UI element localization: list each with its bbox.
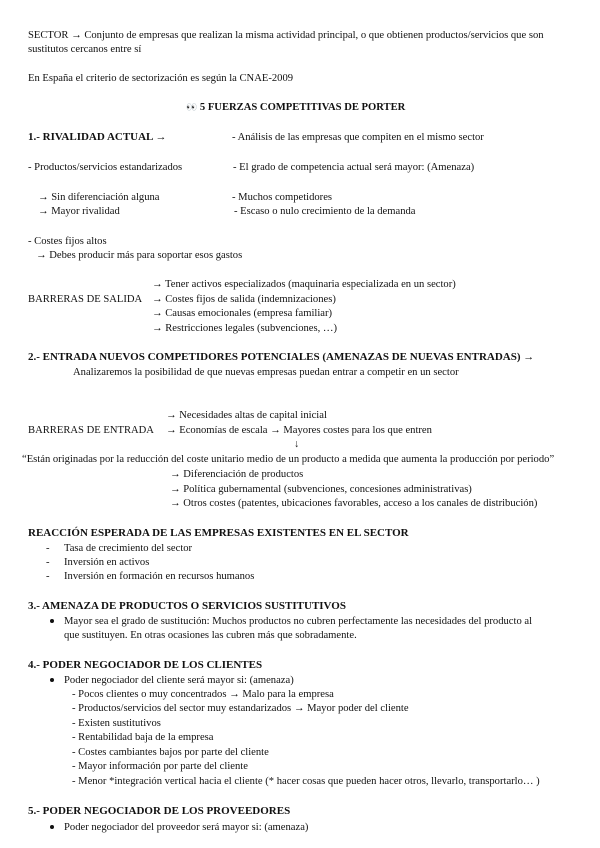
bullet-icon [50, 678, 54, 682]
substitution-line2: que sustituyen. En otras ocasiones las cubren más que sobradamente. [64, 630, 357, 641]
client-factor: - Costes cambiantes bajos por parte del cliente [72, 747, 269, 758]
client-factor: - Rentabilidad baja de la empresa [72, 732, 214, 743]
exit-item: → Causas emocionales (empresa familiar) [152, 308, 333, 319]
high-fixed-costs: - Costes fijos altos [28, 236, 107, 247]
client-factor: - Mayor información por parte del cliente [72, 761, 248, 772]
porter-title-text: 5 FUERZAS COMPETITIVAS DE PORTER [199, 102, 406, 113]
section1-intro: - Análisis de las empresas que compiten en el mismo sector [232, 132, 484, 143]
exit-item: → Tener activos especializados (maquinaria especializada en un sector) [152, 279, 456, 290]
section3-heading: 3.- AMENAZA DE PRODUCTOS O SERVICIOS SUSTITUTIVOS [28, 600, 346, 612]
entry-barriers-label: BARRERAS DE ENTRADA [28, 425, 154, 436]
reaction-item: Inversión en formación en recursos humanos [64, 571, 255, 582]
many-competitors: - Muchos competidores [232, 192, 333, 203]
reaction-item: Tasa de crecimiento del sector [64, 543, 193, 554]
entry-item: → Otros costes (patentes, ubicaciones favorables, acceso a los canales de distribución) [170, 498, 538, 509]
eyes-icon: 👀 [186, 102, 198, 112]
exit-barriers-label: BARRERAS DE SALIDA [28, 294, 143, 305]
entry-item: → Política gubernamental (subvenciones, concesiones administrativas) [170, 484, 472, 495]
capital-needs: → Necesidades altas de capital inicial [166, 410, 327, 421]
section4-heading: 4.- PODER NEGOCIADOR DE LOS CLIENTES [28, 659, 263, 671]
bullet-icon [50, 619, 54, 623]
dash-marker: - [46, 557, 50, 568]
porter-title [186, 101, 405, 114]
scale-quote: “Están originadas por la reducción del coste unitario medio de un producto a medida que aumenta la producción por periodo” [22, 454, 555, 465]
produce-more: → Debes producir más para soportar esos gastos [36, 250, 243, 261]
dash-marker: - [46, 543, 50, 554]
section2-heading: 2.- ENTRADA NUEVOS COMPETIDORES POTENCIALES (AMENAZAS DE NUEVAS ENTRADAS) → [28, 351, 535, 363]
client-power-intro: Poder negociador del cliente será mayor si: (amenaza) [64, 675, 294, 686]
client-factor: - Menor *integración vertical hacia el cliente (* hacer cosas que pueden hacer otros, llevarlo, transportarlo… ) [72, 776, 540, 787]
section5-heading: 5.- PODER NEGOCIADOR DE LOS PROVEEDORES [28, 805, 291, 817]
competition-degree: - El grado de competencia actual será mayor: (Amenaza) [233, 162, 475, 173]
substitution-line1: Mayor sea el grado de sustitución: Muchos productos no cubren perfectamente las necesidades del producto al [64, 616, 533, 627]
exit-item: → Restricciones legales (subvenciones, …) [152, 323, 338, 334]
more-rivalry: → Mayor rivalidad [38, 206, 120, 217]
exit-item: → Costes fijos de salida (indemnizaciones) [152, 294, 336, 305]
down-arrow-icon: ↓ [294, 439, 300, 450]
economies-of-scale: → Economías de escala → Mayores costes para los que entren [166, 425, 432, 436]
entry-item: → Diferenciación de productos [170, 469, 304, 480]
client-factor: - Existen sustitutivos [72, 718, 161, 729]
sector-definition-line2: sustitutos cercanos entre sí [28, 44, 142, 55]
section1-heading: 1.- RIVALIDAD ACTUAL → [28, 131, 167, 143]
section2-subtitle: Analizaremos la posibilidad de que nuevas empresas puedan entrar a competir en un sector [73, 367, 459, 378]
spain-criteria: En España el criterio de sectorización es según la CNAE-2009 [28, 73, 294, 84]
client-factor: - Pocos clientes o muy concentrados → Malo para la empresa [72, 689, 334, 700]
reaction-item: Inversión en activos [64, 557, 150, 568]
no-differentiation: → Sin diferenciación alguna [38, 192, 160, 203]
standardized-products: - Productos/servicios estandarizados [28, 162, 183, 173]
reaction-heading: REACCIÓN ESPERADA DE LAS EMPRESAS EXISTENTES EN EL SECTOR [28, 527, 409, 539]
supplier-power-intro: Poder negociador del proveedor será mayor si: (amenaza) [64, 822, 309, 833]
sector-definition-line1: SECTOR → Conjunto de empresas que realizan la misma actividad principal, o que obtienen productos/servicios que son [28, 30, 544, 41]
dash-marker: - [46, 571, 50, 582]
bullet-icon [50, 825, 54, 829]
low-demand-growth: - Escaso o nulo crecimiento de la demanda [234, 206, 416, 217]
client-factor: - Productos/servicios del sector muy estandarizados → Mayor poder del cliente [72, 703, 409, 714]
